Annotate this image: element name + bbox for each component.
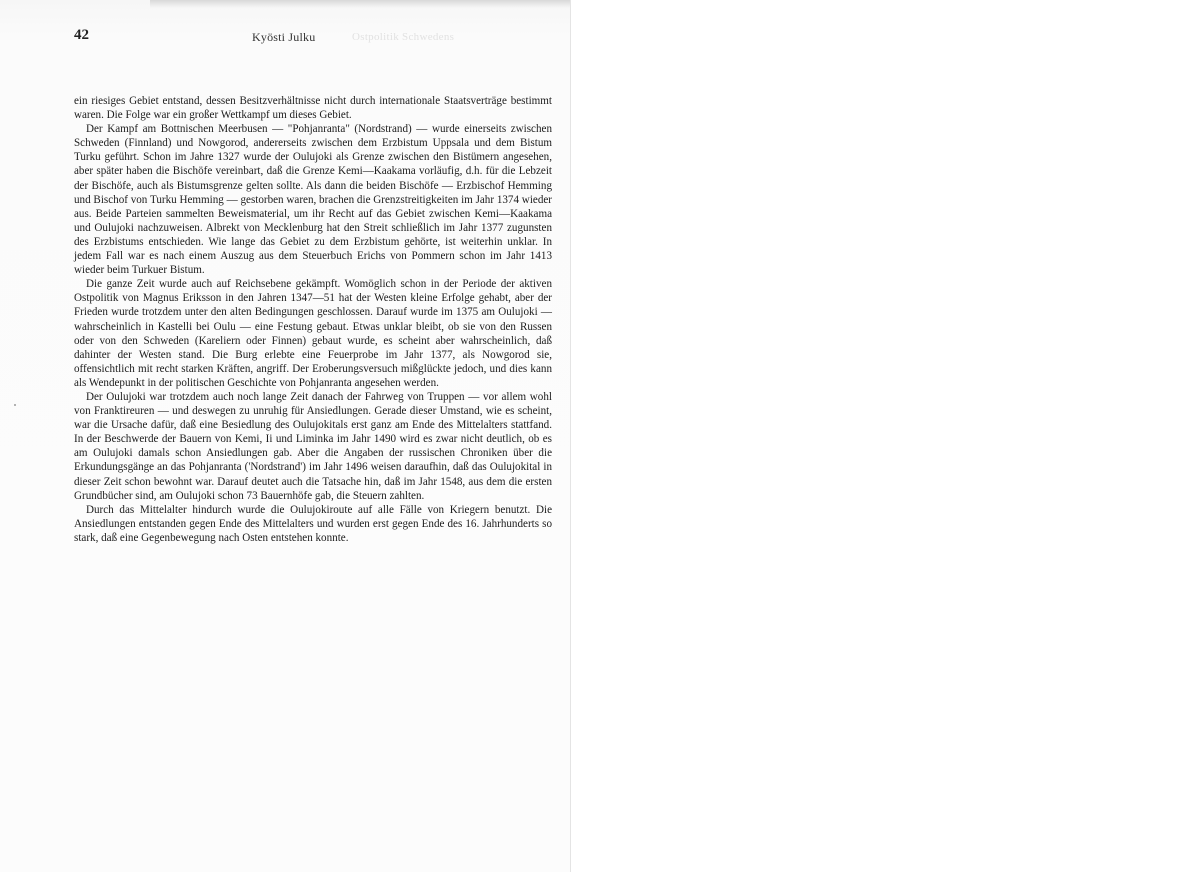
scan-speck xyxy=(14,404,16,406)
running-head-author: Kyösti Julku xyxy=(252,30,316,44)
paragraph: Der Kampf am Bottnischen Meerbusen — "Pohjanranta" (Nordstrand) — wurde einerseits zwischen Schweden (Finnland) und Nowgorod, andererseits zwischen dem Erzbistum Uppsala und dem Bistum Turku geführt. Schon im Jahre 1327 wurde der Oulujoki als Grenze zwischen den Bistümern angesehen, aber später haben die Bischöfe vereinbart, daß die Grenze Kemi—Kaakama vorläufig, d.h. für die Lebzeit der Bischöfe, auch als Bistumsgrenze gelten sollte. Als dann die beiden Bischöfe — Erzbischof Hemming und Bischof von Turku Hemming — gestorben waren, brachen die Grenzstreitigkeiten im Jahr 1374 wieder aus. Beide Parteien sammelten Beweismaterial, um ihr Recht auf das Gebiet zwischen Kemi—Kaakama und Oulujoki nachzuweisen. Albrekt von Mecklenburg hat den Streit schließlich im Jahr 1377 zugunsten des Erzbistums entschieden. Wie lange das Gebiet zu dem Erzbistum gehörte, ist weiterhin unklar. In jedem Fall war es nach einem Auszug aus dem Steuerbuch Erichs von Pommern schon im Jahr 1413 wieder beim Turkuer Bistum. xyxy=(74,123,552,277)
paragraph: Durch das Mittelalter hindurch wurde die Oulujokiroute auf alle Fälle von Kriegern benutzt. Die Ansiedlungen entstanden gegen Ende des Mittelalters und wurden erst gegen Ende des 16. Jahrhunderts so stark, daß eine Gegenbewegung nach Osten entstehen konnte. xyxy=(74,503,552,544)
scan-shadow xyxy=(150,0,570,8)
paragraph: ein riesiges Gebiet entstand, dessen Besitzverhältnisse nicht durch internationale Staatsverträge bestimmt waren. Die Folge war ein großer Wettkampf um dieses Gebiet. xyxy=(74,95,552,122)
page-number: 42 xyxy=(74,27,89,43)
body-text xyxy=(74,94,552,545)
paragraph: Die ganze Zeit wurde auch auf Reichsebene gekämpft. Womöglich schon in der Periode der aktiven Ostpolitik von Magnus Eriksson in den Jahren 1347—51 hat der Westen kleine Erfolge gehabt, aber der Frieden wurde trotzdem unter den alten Bedingungen geschlossen. Darauf wurde im 1375 am Oulujoki — wahrscheinlich in Kastelli bei Oulu — eine Festung gebaut. Etwas unklar bleibt, ob sie von den Russen oder von den Schweden (Kareliern oder Finnen) gebaut wurde, es scheint aber wahrscheinlich, daß dahinter der Westen stand. Die Burg erlebte eine Feuerprobe im Jahr 1377, als Nowgorod sie, offensichtlich mit recht starken Kräften, angriff. Der Eroberungsversuch mißglückte jedoch, und dies kann als Wendepunkt in der politischen Geschichte von Pohjanranta angesehen werden. xyxy=(74,278,552,389)
book-page xyxy=(0,0,570,872)
paragraph: Der Oulujoki war trotzdem auch noch lange Zeit danach der Fahrweg von Truppen — vor allem wohl von Franktireuren — und deswegen zu unruhig für Ansiedlungen. Gerade dieser Umstand, wie es scheint, war die Ursache dafür, daß eine Besiedlung des Oulujokitals erst ganz am Ende des Mittelalters stattfand. In der Beschwerde der Bauern von Kemi, Ii und Liminka im Jahr 1490 wird es zwar nicht deutlich, ob es am Oulujoki damals schon Ansiedlungen gab. Aber die Angaben der russischen Chroniken über die Erkundungsgänge an das Pohjanranta ('Nordstrand') im Jahr 1496 weisen daraufhin, daß das Oulujokital in dieser Zeit schon bewohnt war. Darauf deutet auch die Tatsache hin, daß im Jahr 1548, aus dem die ersten Grundbücher sind, am Oulujoki schon 73 Bauernhöfe gab, die Steuern zahlten. xyxy=(74,390,552,502)
bleed-through-heading: Ostpolitik Schwedens xyxy=(352,31,455,43)
